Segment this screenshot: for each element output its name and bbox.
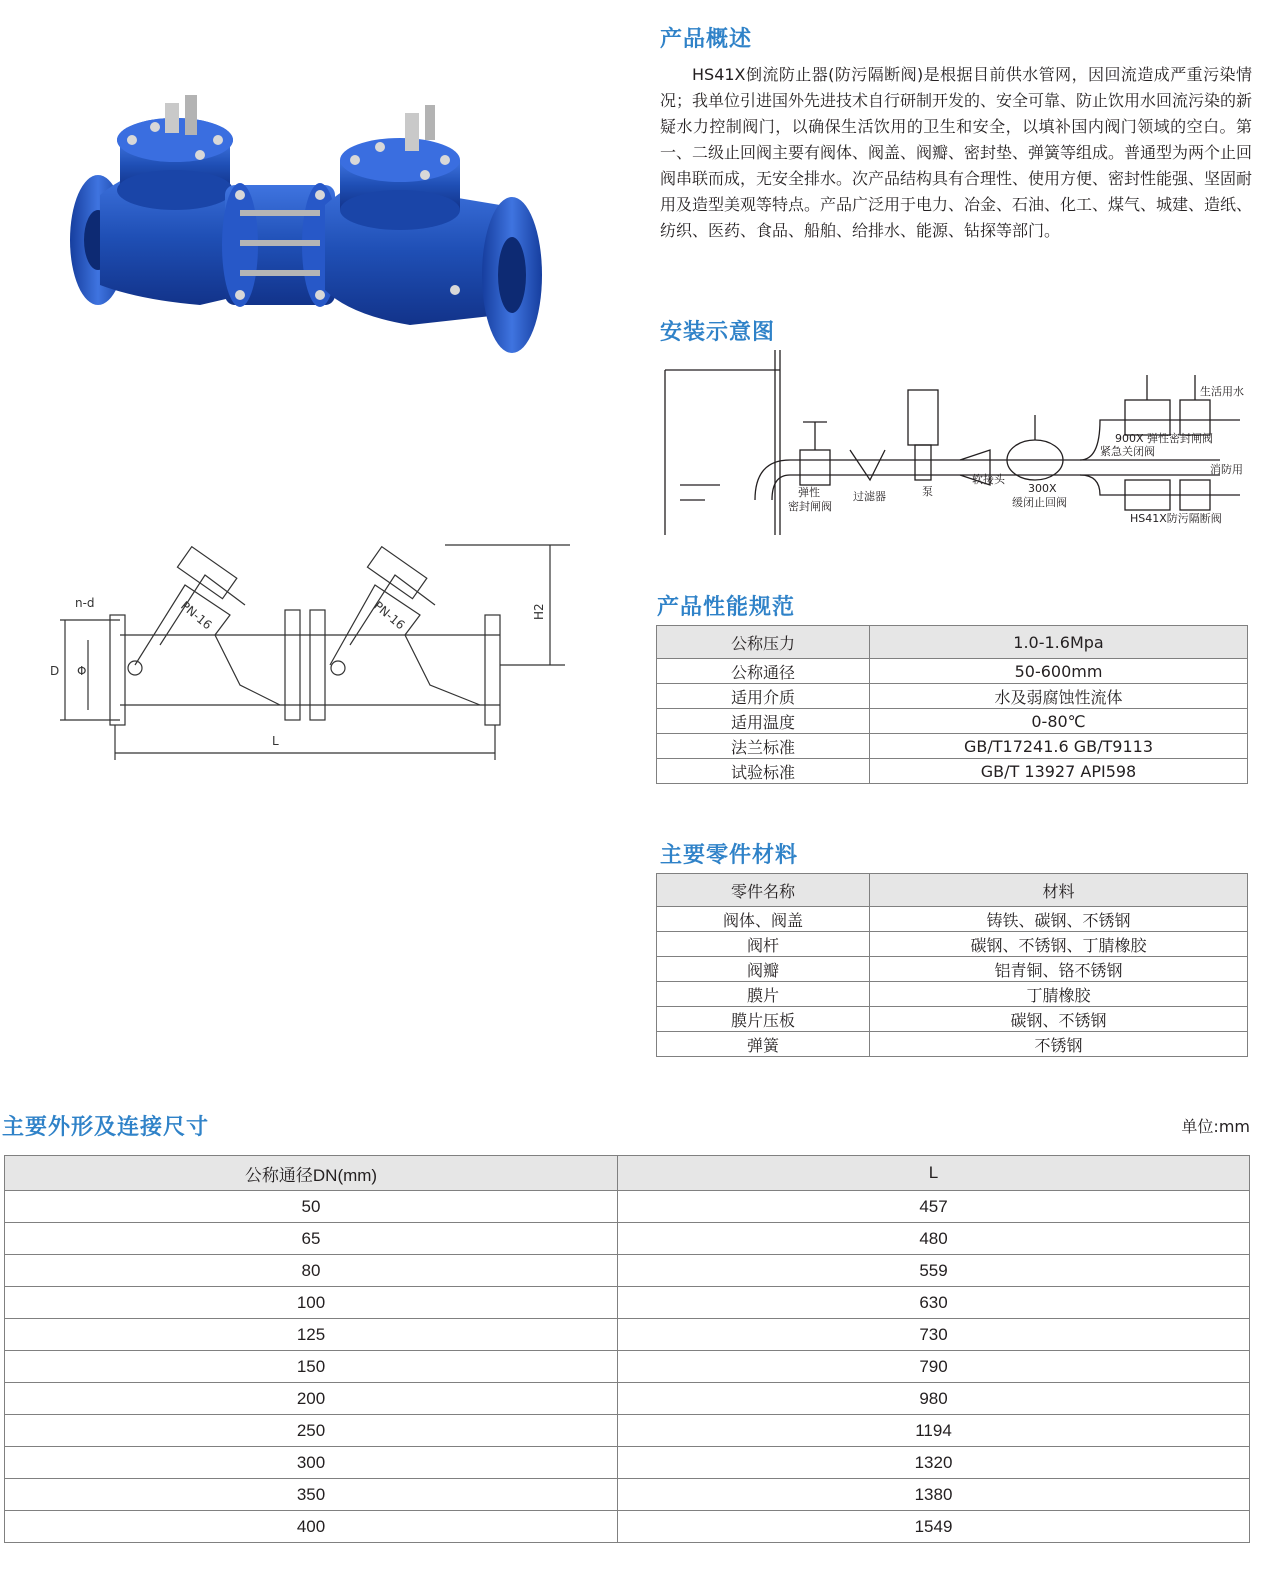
- table-cell: 100: [5, 1287, 618, 1319]
- table-cell: 250: [5, 1415, 618, 1447]
- label-nd: n-d: [75, 596, 95, 610]
- overview-text: HS41X倒流防止器(防污隔断阀)是根据目前供水管网，因回流造成严重污染情况；我单位引进国外先进技术自行研制开发的、安全可靠、防止饮用水回流污染的新疑水力控制阀门，以确保生活饮用的卫生和安全，以填补国内阀门领域的空白。第一、二级止回阀主要有阀体、阀盖、阀瓣、密封垫、弹簧等组成。普通型为两个止回阀串联而成，无安全排水。次产品结构具有合理性、使用方便、密封性能强、坚固耐用及造型美观等特点。产品广泛用于电力、冶金、石油、化工、煤气、城建、造纸、纺织、医药、食品、船舶、给排水、能源、钻探等部门。: [660, 65, 1253, 240]
- table-row: [657, 709, 1248, 734]
- table-cell: 法兰标准: [657, 734, 870, 759]
- label-elastic-valve: 弹性: [798, 486, 820, 499]
- table-row: [5, 1255, 1250, 1287]
- table-cell: 1194: [618, 1415, 1250, 1447]
- table-row: [657, 932, 1248, 957]
- table-cell: 1549: [618, 1511, 1250, 1543]
- table-row: [5, 1156, 1250, 1191]
- label-check-valve-model: 300X: [1028, 482, 1057, 495]
- table-cell: 公称通径: [657, 659, 870, 684]
- table-cell: 膜片: [657, 982, 870, 1007]
- label-l: L: [272, 734, 279, 748]
- table-cell: 65: [5, 1223, 618, 1255]
- table-cell: 铸铁、碳钢、不锈钢: [870, 907, 1248, 932]
- table-row: [5, 1479, 1250, 1511]
- table-row: [657, 982, 1248, 1007]
- table-row: [5, 1287, 1250, 1319]
- unit-label: 单位:mm: [1181, 1117, 1250, 1136]
- table-row: [657, 734, 1248, 759]
- table-cell: 730: [618, 1319, 1250, 1351]
- table-cell: 膜片压板: [657, 1007, 870, 1032]
- table-cell: 碳钢、不锈钢: [870, 1007, 1248, 1032]
- materials-title: 主要零件材料: [660, 843, 799, 868]
- label-pn-right: PN-16: [371, 598, 408, 633]
- table-cell: 公称通径DN(mm): [5, 1156, 618, 1191]
- table-cell: 630: [618, 1287, 1250, 1319]
- table-cell: 80: [5, 1255, 618, 1287]
- product-photo: [50, 85, 550, 375]
- table-cell: 阀体、阀盖: [657, 907, 870, 932]
- label-soft-joint: 软接头: [972, 473, 1005, 486]
- table-cell: 300: [5, 1447, 618, 1479]
- table-row: [5, 1415, 1250, 1447]
- table-row: [5, 1511, 1250, 1543]
- table-row: [5, 1447, 1250, 1479]
- dimensions-title: 主要外形及连接尺寸: [2, 1115, 210, 1140]
- dimension-drawing: [40, 535, 580, 765]
- table-cell: 丁腈橡胶: [870, 982, 1248, 1007]
- table-row: [5, 1351, 1250, 1383]
- table-cell: 材料: [870, 874, 1248, 907]
- table-cell: 公称压力: [657, 626, 870, 659]
- table-cell: 适用介质: [657, 684, 870, 709]
- table-row: [5, 1383, 1250, 1415]
- label-d: D: [50, 664, 60, 678]
- table-cell: 水及弱腐蚀性流体: [870, 684, 1248, 709]
- install-diagram: [660, 350, 1252, 545]
- table-cell: 阀杆: [657, 932, 870, 957]
- table-row: [657, 626, 1248, 659]
- table-row: [657, 684, 1248, 709]
- table-cell: 50-600mm: [870, 659, 1248, 684]
- table-row: [657, 1007, 1248, 1032]
- table-cell: 350: [5, 1479, 618, 1511]
- dimensions-table: [4, 1155, 1250, 1543]
- overview-title: 产品概述: [660, 27, 753, 52]
- install-title: 安装示意图: [660, 320, 776, 345]
- materials-table: [656, 873, 1248, 1057]
- table-row: [657, 874, 1248, 907]
- table-cell: 0-80℃: [870, 709, 1248, 734]
- label-fire-water: 消防用: [1210, 463, 1243, 476]
- table-cell: 790: [618, 1351, 1250, 1383]
- table-cell: 150: [5, 1351, 618, 1383]
- table-cell: 457: [618, 1191, 1250, 1223]
- label-domestic-water: 生活用水: [1200, 385, 1244, 398]
- table-cell: 400: [5, 1511, 618, 1543]
- table-row: [657, 759, 1248, 784]
- table-cell: 1380: [618, 1479, 1250, 1511]
- table-row: [657, 659, 1248, 684]
- table-row: [5, 1223, 1250, 1255]
- performance-table: [656, 625, 1248, 784]
- label-h2: H2: [532, 603, 546, 620]
- table-row: [5, 1319, 1250, 1351]
- table-cell: 试验标准: [657, 759, 870, 784]
- label-filter: 过滤器: [853, 490, 886, 503]
- table-cell: 50: [5, 1191, 618, 1223]
- table-cell: 零件名称: [657, 874, 870, 907]
- table-cell: L: [618, 1156, 1250, 1191]
- table-cell: GB/T17241.6 GB/T9113: [870, 734, 1248, 759]
- label-backflow-preventer: HS41X防污隔断阀: [1130, 512, 1222, 525]
- label-check-valve-name: 缓闭止回阀: [1012, 496, 1067, 509]
- label-phi: Φ: [77, 664, 87, 678]
- label-pump: 泵: [922, 485, 933, 498]
- table-row: [657, 1032, 1248, 1057]
- table-cell: 1.0-1.6Mpa: [870, 626, 1248, 659]
- table-cell: 不锈钢: [870, 1032, 1248, 1057]
- label-emergency-model: 900X 弹性密封闸阀: [1115, 432, 1214, 445]
- table-cell: 铝青铜、铬不锈钢: [870, 957, 1248, 982]
- table-cell: 559: [618, 1255, 1250, 1287]
- label-elastic-valve2: 密封闸阀: [788, 500, 832, 513]
- table-cell: 弹簧: [657, 1032, 870, 1057]
- performance-title: 产品性能规范: [657, 595, 796, 620]
- table-cell: 980: [618, 1383, 1250, 1415]
- table-cell: 480: [618, 1223, 1250, 1255]
- table-cell: 适用温度: [657, 709, 870, 734]
- table-cell: 阀瓣: [657, 957, 870, 982]
- table-cell: 200: [5, 1383, 618, 1415]
- table-cell: 125: [5, 1319, 618, 1351]
- label-pn-left: PN-16: [178, 598, 215, 633]
- table-cell: 1320: [618, 1447, 1250, 1479]
- table-row: [657, 907, 1248, 932]
- table-cell: GB/T 13927 API598: [870, 759, 1248, 784]
- table-row: [657, 957, 1248, 982]
- label-emergency-name: 紧急关闭阀: [1100, 445, 1155, 458]
- table-cell: 碳钢、不锈钢、丁腈橡胶: [870, 932, 1248, 957]
- table-row: [5, 1191, 1250, 1223]
